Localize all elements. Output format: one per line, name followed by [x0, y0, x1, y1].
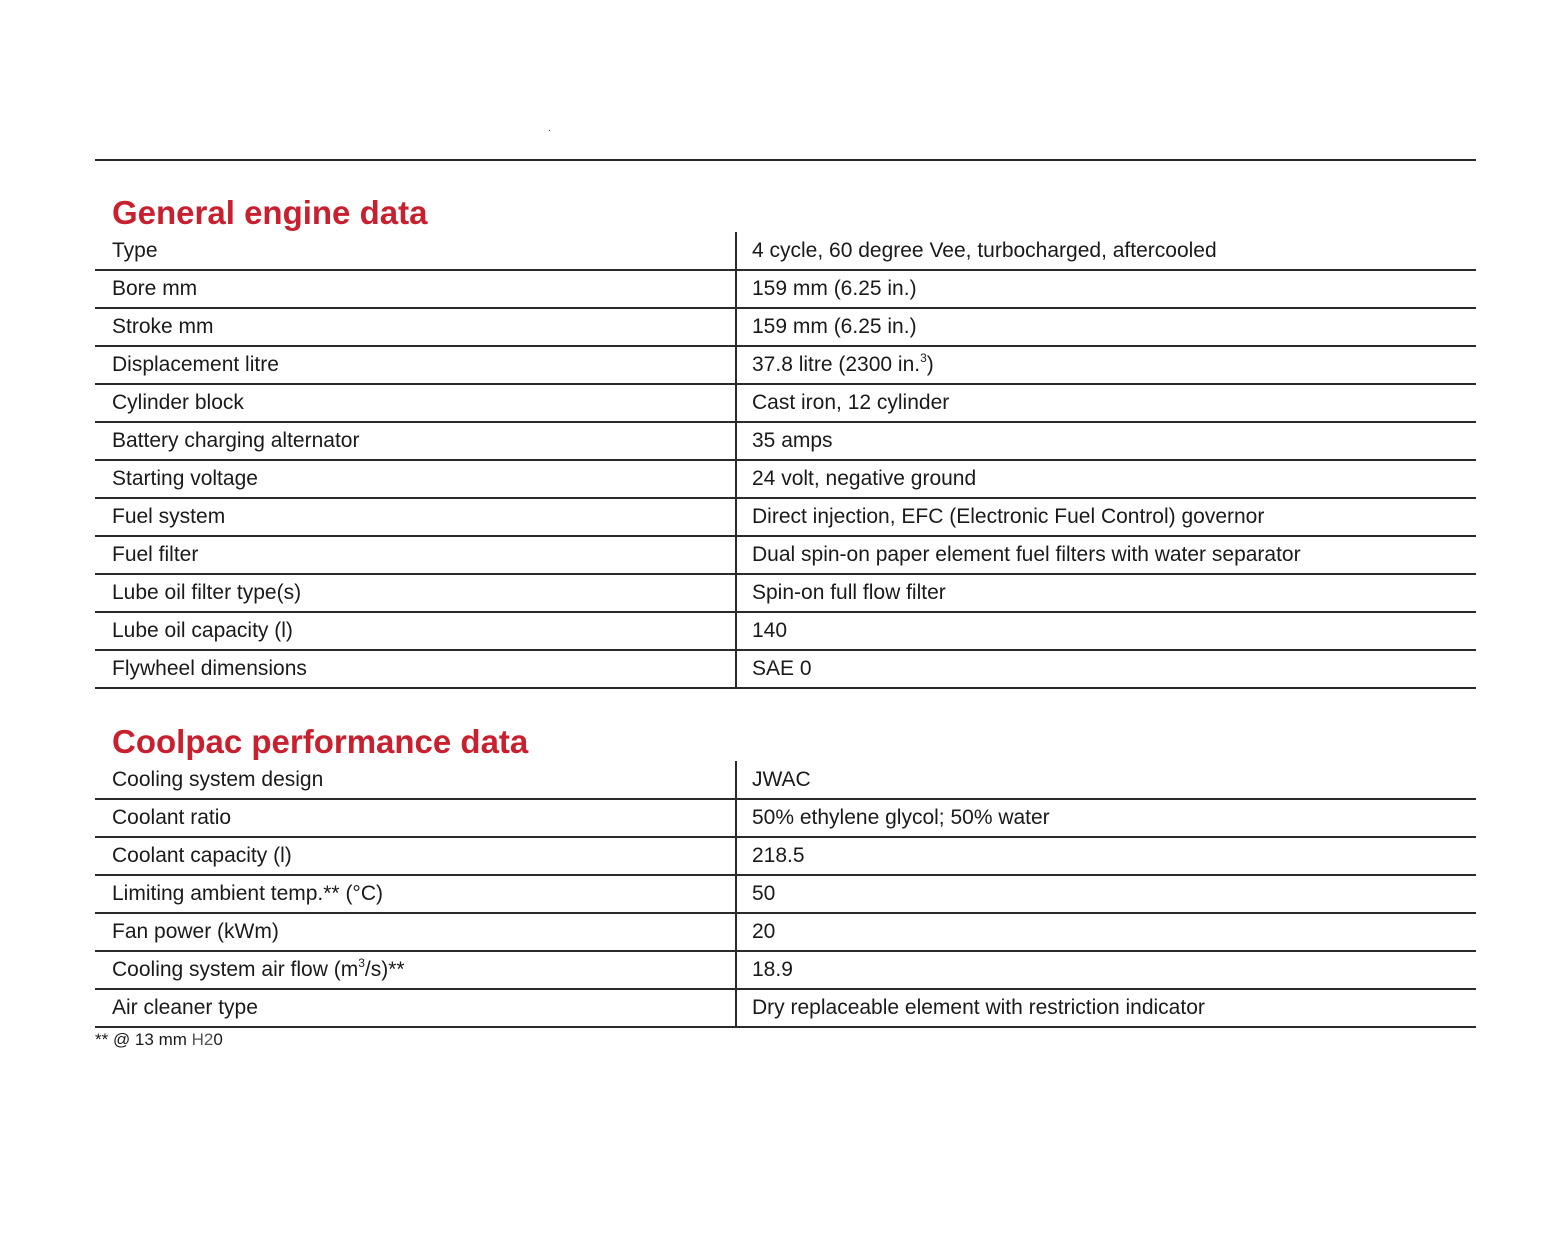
row-value: 20: [736, 913, 1476, 951]
row-label: Bore mm: [95, 270, 736, 308]
row-value: JWAC: [736, 761, 1476, 799]
superscript: 3: [920, 351, 927, 365]
superscript: 3: [358, 956, 365, 970]
top-divider: [95, 159, 1476, 161]
table-row: [95, 574, 1476, 612]
table-row: [95, 761, 1476, 799]
row-label: Coolant ratio: [95, 799, 736, 837]
table-row: [95, 384, 1476, 422]
value-text-end: ): [926, 353, 934, 376]
row-value: 35 amps: [736, 422, 1476, 460]
row-value: 159 mm (6.25 in.): [736, 308, 1476, 346]
row-value: 50: [736, 875, 1476, 913]
table-row: [95, 346, 1476, 384]
table-row: [95, 270, 1476, 308]
footnote-h2o: H2: [191, 1030, 214, 1049]
row-value: 218.5: [736, 837, 1476, 875]
general-engine-table: [95, 232, 1476, 689]
table-row: [95, 875, 1476, 913]
row-label: Fuel system: [95, 498, 736, 536]
page-mark: .: [548, 123, 551, 134]
row-value: Dual spin-on paper element fuel filters with water separator: [736, 536, 1476, 574]
row-value: 18.9: [736, 951, 1476, 989]
row-label: Air cleaner type: [95, 989, 736, 1027]
table-row: [95, 837, 1476, 875]
row-value: Cast iron, 12 cylinder: [736, 384, 1476, 422]
row-label: Type: [95, 232, 736, 270]
value-text: 37.8 litre (2300 in.: [752, 353, 921, 376]
coolpac-table: [95, 761, 1476, 1028]
label-text-end: /s)**: [364, 958, 405, 981]
row-label: Cylinder block: [95, 384, 736, 422]
row-label: Lube oil filter type(s): [95, 574, 736, 612]
row-label: Displacement litre: [95, 346, 736, 384]
row-label: Fan power (kWm): [95, 913, 736, 951]
table-row: [95, 232, 1476, 270]
row-value: [736, 346, 1476, 384]
row-label: Fuel filter: [95, 536, 736, 574]
table-row: [95, 799, 1476, 837]
row-value: 140: [736, 612, 1476, 650]
table-row: [95, 460, 1476, 498]
footnote: [95, 1030, 223, 1050]
table-row: [95, 951, 1476, 989]
row-label: Limiting ambient temp.** (°C): [95, 875, 736, 913]
table-row: [95, 913, 1476, 951]
row-label: Starting voltage: [95, 460, 736, 498]
row-value: Spin-on full flow filter: [736, 574, 1476, 612]
footnote-suffix: 0: [213, 1030, 223, 1049]
table-row: [95, 422, 1476, 460]
footnote-text: ** @ 13 mm: [95, 1030, 192, 1049]
row-label: Flywheel dimensions: [95, 650, 736, 688]
table-row: [95, 612, 1476, 650]
row-value: Dry replaceable element with restriction indicator: [736, 989, 1476, 1027]
row-label: Battery charging alternator: [95, 422, 736, 460]
row-label: Lube oil capacity (l): [95, 612, 736, 650]
table-row: [95, 536, 1476, 574]
row-label: Cooling system design: [95, 761, 736, 799]
table-row: [95, 650, 1476, 688]
row-label: Stroke mm: [95, 308, 736, 346]
row-label: Coolant capacity (l): [95, 837, 736, 875]
row-value: 24 volt, negative ground: [736, 460, 1476, 498]
row-value: Direct injection, EFC (Electronic Fuel Control) governor: [736, 498, 1476, 536]
section-title-coolpac: Coolpac performance data: [112, 723, 529, 760]
section-title-general-engine: General engine data: [112, 194, 428, 231]
table-row: [95, 308, 1476, 346]
row-value: 50% ethylene glycol; 50% water: [736, 799, 1476, 837]
label-text: Cooling system air flow (m: [112, 958, 359, 981]
table-row: [95, 989, 1476, 1027]
row-value: 159 mm (6.25 in.): [736, 270, 1476, 308]
table-row: [95, 498, 1476, 536]
row-label: [95, 951, 736, 989]
row-value: SAE 0: [736, 650, 1476, 688]
row-value: 4 cycle, 60 degree Vee, turbocharged, aftercooled: [736, 232, 1476, 270]
